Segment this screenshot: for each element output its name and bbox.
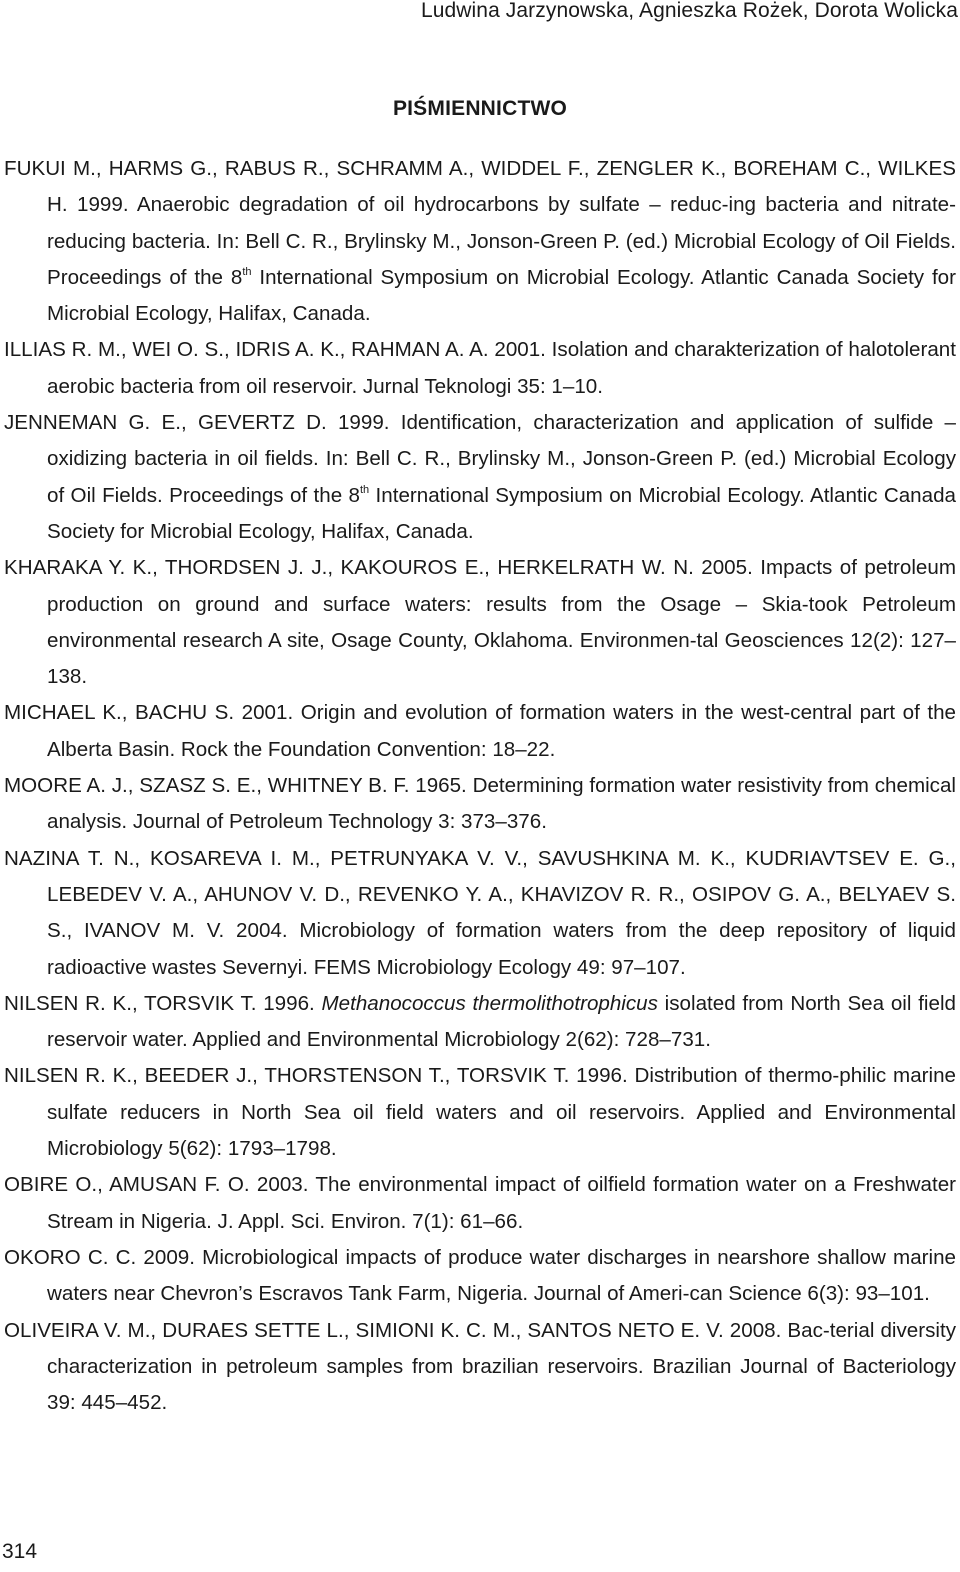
reference-jenneman [4,405,956,550]
reference-list [4,151,956,1421]
reference-text: International Symposium on Microbial Ecology. Atlantic Canada Society for Microbial Ecology, Halifax, Canada. [47,265,956,326]
reference-oliveira [4,1313,956,1422]
reference-text: MICHAEL K., BACHU S. 2001. Origin and evolution of formation waters in the west-central part of the Alberta Basin. Rock the Foundation Convention: 18–22. [4,701,956,761]
reference-illias [4,332,956,405]
reference-text: FUKUI M., HARMS G., RABUS R., SCHRAMM A., WIDDEL F., ZENGLER K., BOREHAM C., WILKES H. 1999. Anaerobic degradation of oil hydrocarbons by sulfate – reduc-ing bacteria and nitrate-reducing bacteria. In: Bell C. R., Brylinsky M., Jonson-Green P. (ed.) Microbial Ecology of Oil Fields. Proceedings of the 8 [4,157,956,289]
reference-text: NILSEN R. K., BEEDER J., THORSTENSON T., TORSVIK T. 1996. Distribution of thermo-philic marine sulfate reducers in North Sea oil field waters and oil reservoirs. Applied and Environmental Microbiology 5(62): 1793–1798. [4,1064,956,1161]
reference-text: ILLIAS R. M., WEI O. S., IDRIS A. K., RAHMAN A. A. 2001. Isolation and charakterization of halotolerant aerobic bacteria from oil reservoir. Jurnal Teknologi 35: 1–10. [4,338,956,398]
reference-nilsen-torsvik [4,986,956,1059]
reference-text: isolated from North Sea oil field reservoir water. Applied and Environmental Microbiology 2(62): 728–731. [47,991,956,1052]
reference-text: JENNEMAN G. E., GEVERTZ D. 1999. Identification, characterization and application of sulfide – oxidizing bacteria in oil fields. In: Bell C. R., Brylinsky M., Jonson-Green P. (ed.) Microbial Ecology of Oil Fields. Proceedings of the 8 [4,411,956,507]
species-name: Methanococcus thermolithotrophicus [321,991,658,1015]
superscript: th [242,265,252,278]
superscript: th [359,483,370,496]
running-header: Ludwina Jarzynowska, Agnieszka Rożek, Dorota Wolicka [420,0,958,22]
reference-text: KHARAKA Y. K., THORDSEN J. J., KAKOUROS E., HERKELRATH W. N. 2005. Impacts of petroleum production on ground and surface waters: results from the Osage – Skia-took Petroleum environmental research A site, Osage County, Oklahoma. Environmen-tal Geosciences 12(2): 127–138. [4,556,956,689]
reference-okoro [4,1240,956,1313]
reference-text: NILSEN R. K., TORSVIK T. 1996. [4,991,322,1015]
reference-michael [4,695,956,768]
section-title: PIŚMIENNICTWO [392,97,568,120]
reference-kharaka [4,550,956,695]
reference-fukui [4,151,956,332]
reference-text: MOORE A. J., SZASZ S. E., WHITNEY B. F. 1965. Determining formation water resistivity from chemical analysis. Journal of Petroleum Technology 3: 373–376. [4,774,956,834]
reference-text: OBIRE O., AMUSAN F. O. 2003. The environmental impact of oilfield formation water on a Freshwater Stream in Nigeria. J. Appl. Sci. Environ. 7(1): 61–66. [4,1173,956,1233]
reference-text: NAZINA T. N., KOSAREVA I. M., PETRUNYAKA V. V., SAVUSHKINA M. K., KUDRIAVTSEV E. G., LEBEDEV V. A., AHUNOV V. D., REVENKO Y. A., KHAVIZOV R. R., OSIPOV G. A., BELYAEV S. S., IVANOV M. V. 2004. Microbiology of formation waters from the deep repository of liquid radioactive wastes Severnyi. FEMS Microbiology Ecology 49: 97–107. [4,846,956,979]
reference-text: OKORO C. C. 2009. Microbiological impacts of produce water discharges in nearshore shallow marine waters near Chevron’s Escravos Tank Farm, Nigeria. Journal of Ameri-can Science 6(3): 93–101. [4,1245,956,1306]
reference-moore [4,768,956,841]
page-number: 314 [2,1540,38,1563]
reference-obire [4,1167,956,1240]
reference-text: OLIVEIRA V. M., DURAES SETTE L., SIMIONI K. C. M., SANTOS NETO E. V. 2008. Bac-terial diversity characterization in petroleum samples from brazilian reservoirs. Brazilian Journal of Bacteriology 39: 445–452. [4,1318,956,1415]
reference-text: International Symposium on Microbial Ecology. Atlantic Canada Society for Microbial Ecology, Halifax, Canada. [47,483,956,543]
reference-nazina [4,841,956,986]
reference-nilsen-beeder [4,1058,956,1167]
